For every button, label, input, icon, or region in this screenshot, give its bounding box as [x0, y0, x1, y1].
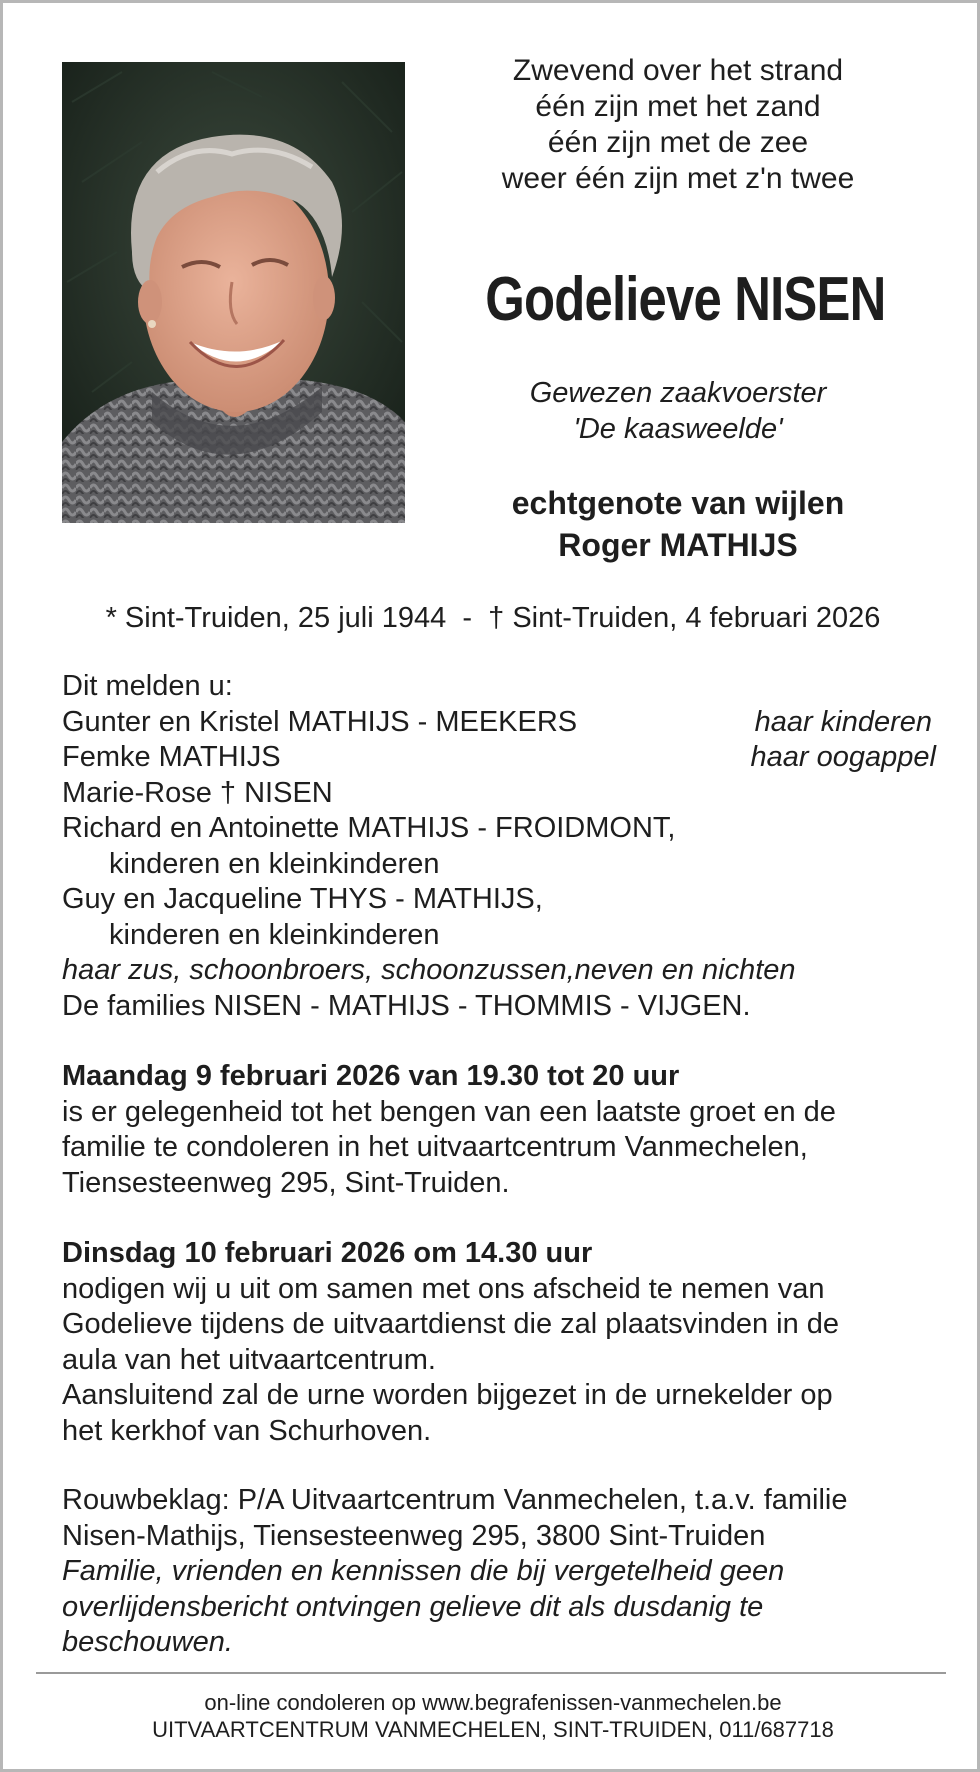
poem: [443, 53, 913, 197]
family-line: [62, 705, 932, 741]
family-line: kinderen en kleinkinderen: [109, 847, 440, 880]
funeral-line: aula van het uitvaartcentrum.: [62, 1343, 436, 1376]
family-member: Femke MATHIJS: [62, 741, 281, 773]
footer-contact-line: UITVAARTCENTRUM VANMECHELEN, SINT-TRUIDEN, 011/687718: [152, 1717, 834, 1742]
poem-line: één zijn met de zee: [547, 126, 809, 159]
mourning-note-line: overlijdensbericht ontvingen gelieve dit als dusdanig te: [62, 1590, 764, 1623]
visitation-heading: Maandag 9 februari 2026 van 19.30 tot 20 uur: [62, 1060, 680, 1092]
profession-line: Gewezen zaakvoerster: [529, 377, 827, 409]
family-line: [62, 740, 936, 776]
visitation-line: is er gelegenheid tot het bengen van een laatste groet en de: [62, 1095, 836, 1128]
spouse: [443, 482, 913, 566]
spouse-line: echtgenote van wijlen: [511, 485, 845, 521]
portrait-photo: [62, 62, 405, 523]
family-role: haar oogappel: [750, 741, 936, 773]
mourning-section: [62, 1483, 932, 1661]
family-line: Richard en Antoinette MATHIJS - FROIDMONT,: [62, 812, 676, 844]
mourning-note-line: beschouwen.: [62, 1626, 233, 1658]
visitation-line: familie te condoleren in het uitvaartcentrum Vanmechelen,: [62, 1131, 808, 1163]
funeral-section: [62, 1236, 932, 1449]
family-line: Marie-Rose † NISEN: [62, 776, 333, 809]
funeral-line: het kerkhof van Schurhoven.: [62, 1414, 432, 1447]
family-intro: Dit melden u:: [62, 670, 233, 702]
profession: [443, 375, 913, 447]
mourning-address-line: Nisen-Mathijs, Tiensesteenweg 295, 3800 Sint-Truiden: [62, 1519, 766, 1552]
funeral-heading: Dinsdag 10 februari 2026 om 14.30 uur: [62, 1237, 593, 1269]
family-line: haar zus, schoonbroers, schoonzussen,neven en nichten: [62, 954, 796, 986]
family-line: De families NISEN - MATHIJS - THOMMIS - VIJGEN.: [62, 989, 751, 1022]
family-list: [62, 669, 936, 1024]
funeral-line: Aansluitend zal de urne worden bijgezet in de urnekelder op: [62, 1379, 833, 1411]
funeral-line: Godelieve tijdens de uitvaartdienst die zal plaatsvinden in de: [62, 1308, 840, 1340]
portrait-photo-icon: [62, 62, 405, 523]
family-line: kinderen en kleinkinderen: [109, 918, 440, 951]
family-line: Guy en Jacqueline THYS - MATHIJS,: [62, 883, 543, 915]
visitation-line: Tiensesteenweg 295, Sint-Truiden.: [62, 1166, 510, 1199]
footer: [33, 1689, 953, 1743]
profession-line: 'De kaasweelde': [573, 413, 783, 445]
mourning-address-line: Rouwbeklag: P/A Uitvaartcentrum Vanmechelen, t.a.v. familie: [62, 1484, 848, 1516]
poem-line: Zwevend over het strand: [512, 54, 844, 87]
poem-line: één zijn met het zand: [535, 90, 821, 123]
poem-line: weer één zijn met z'n twee: [501, 162, 855, 195]
family-role: haar kinderen: [754, 705, 932, 738]
funeral-line: nodigen wij u uit om samen met ons afscheid te nemen van: [62, 1272, 825, 1305]
deceased-name: Godelieve NISEN: [485, 265, 886, 334]
birth-death-dates: * Sint-Truiden, 25 juli 1944 - † Sint-Truiden, 4 februari 2026: [105, 602, 881, 634]
visitation-section: [62, 1059, 932, 1201]
footer-divider: [36, 1672, 946, 1674]
spouse-name: Roger MATHIJS: [558, 527, 798, 563]
family-member: Gunter en Kristel MATHIJS - MEEKERS: [62, 705, 578, 738]
footer-condolence-line: on-line condoleren op www.begrafenissen-vanmechelen.be: [204, 1690, 782, 1715]
mourning-note-line: Familie, vrienden en kennissen die bij vergetelheid geen: [62, 1555, 785, 1587]
